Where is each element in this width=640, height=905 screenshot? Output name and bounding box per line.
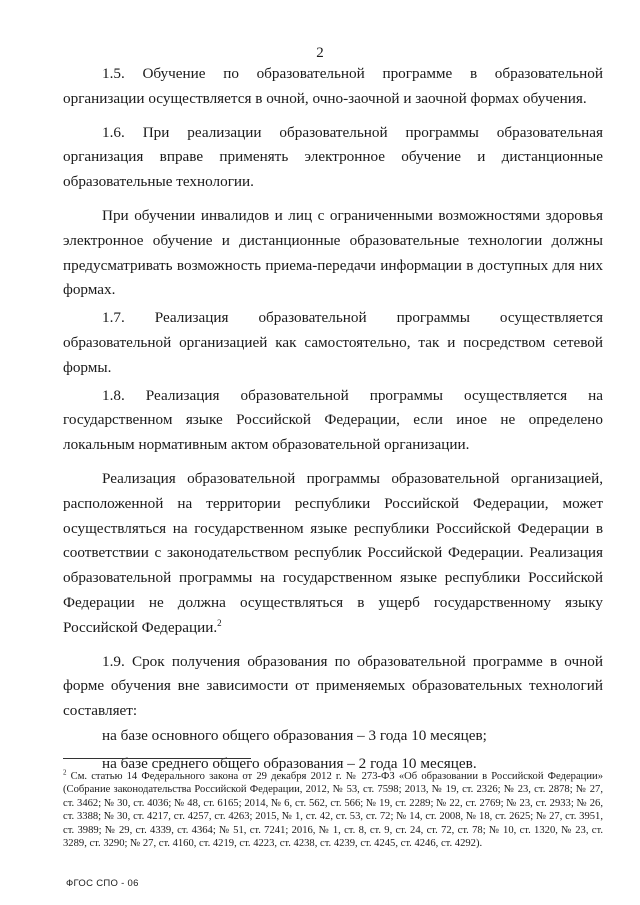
paragraph-1-7: 1.7. Реализация образовательной программы осуществляется образовательной организацией как самостоятельно, так и посредством сетевой формы. (63, 309, 603, 376)
footnote (63, 770, 603, 850)
paragraph-1-9: 1.9. Срок получения образования по образовательной программе в очной форме обучения вне зависимости от применяемых образовательных технологий составляет: (63, 652, 603, 720)
footnote-mark: 2 (63, 768, 67, 777)
footnote-text: См. статью 14 Федерального закона от 29 декабря 2012 г. № 273-ФЗ «Об образовании в Российской Федерации» (Собрание законодательства Российской Федерации, 2012, № 53, ст. 7598; 2013, № 19, ст. 2326; № 23, ст. 2878; № 27, ст. 3462; № 30, ст. 4036; № 48, ст. 6165; 2014, № 6, ст. 562, ст. 566; № 19, ст. 2289; № 22, ст. 2769; № 23, ст. 2933; № 26, ст. 3388; № 30, ст. 4217, ст. 4257, ст. 4263; 2015, № 1, ст. 42, ст. 53, ст. 72; № 14, ст. 2008, № 18, ст. 2625; № 27, ст. 3951, ст. 3989; № 29, ст. 4339, ст. 4364; № 51, ст. 7241; 2016, № 1, ст. 8, ст. 9, ст. 24, ст. 72, ст. 78; № 10, ст. 1320, № 23, ст. 3289, ст. 3290; № 27, ст. 4160, ст. 4219, ст. 4223, ст. 4238, ст. 4239, ст. 4245, ст. 4246, ст. 4292). (63, 771, 603, 850)
paragraph-1-6: 1.6. При реализации образовательной программы образовательная организация вправе применять электронное обучение и дистанционные образовательные технологии. (63, 123, 603, 191)
list-item-secondary-education: на базе среднего общего образования – 2 года 10 месяцев. (102, 754, 477, 772)
footnote-reference: 2 (217, 617, 222, 628)
paragraph-1-5: 1.5. Обучение по образовательной программе в образовательной организации осуществляется в очной, очно-заочной и заочной формах обучения. (63, 65, 603, 107)
footnote-divider (63, 758, 251, 759)
form-code: ФГОС СПО - 06 (66, 878, 139, 889)
document-body (63, 62, 603, 777)
paragraph-disabilities: При обучении инвалидов и лиц с ограниченными возможностями здоровья электронное обучение и дистанционные образовательные технологии должны предусматривать возможность приема-передачи информации в доступных для них формах. (63, 206, 603, 299)
paragraph-1-8: 1.8. Реализация образовательной программы осуществляется на государственном языке Российской Федерации, если иное не определено локальным нормативным актом образовательной организации. (63, 386, 603, 454)
list-item-basic-education: на базе основного общего образования – 3 года 10 месяцев; (102, 726, 487, 744)
paragraph-republic-language (63, 467, 603, 641)
page-number: 2 (316, 45, 324, 61)
paragraph-republic-language-text: Реализация образовательной программы образовательной организацией, расположенной на территории республики Российской Федерации, может осуществляться на государственном языке республики Российской Федерации в соответствии с законодательством республик Российской Федерации. Реализация образовательной программы на государственном языке республики Российской Федерации не должна осуществляться в ущерб государственному языку Российской Федерации. (63, 469, 603, 636)
